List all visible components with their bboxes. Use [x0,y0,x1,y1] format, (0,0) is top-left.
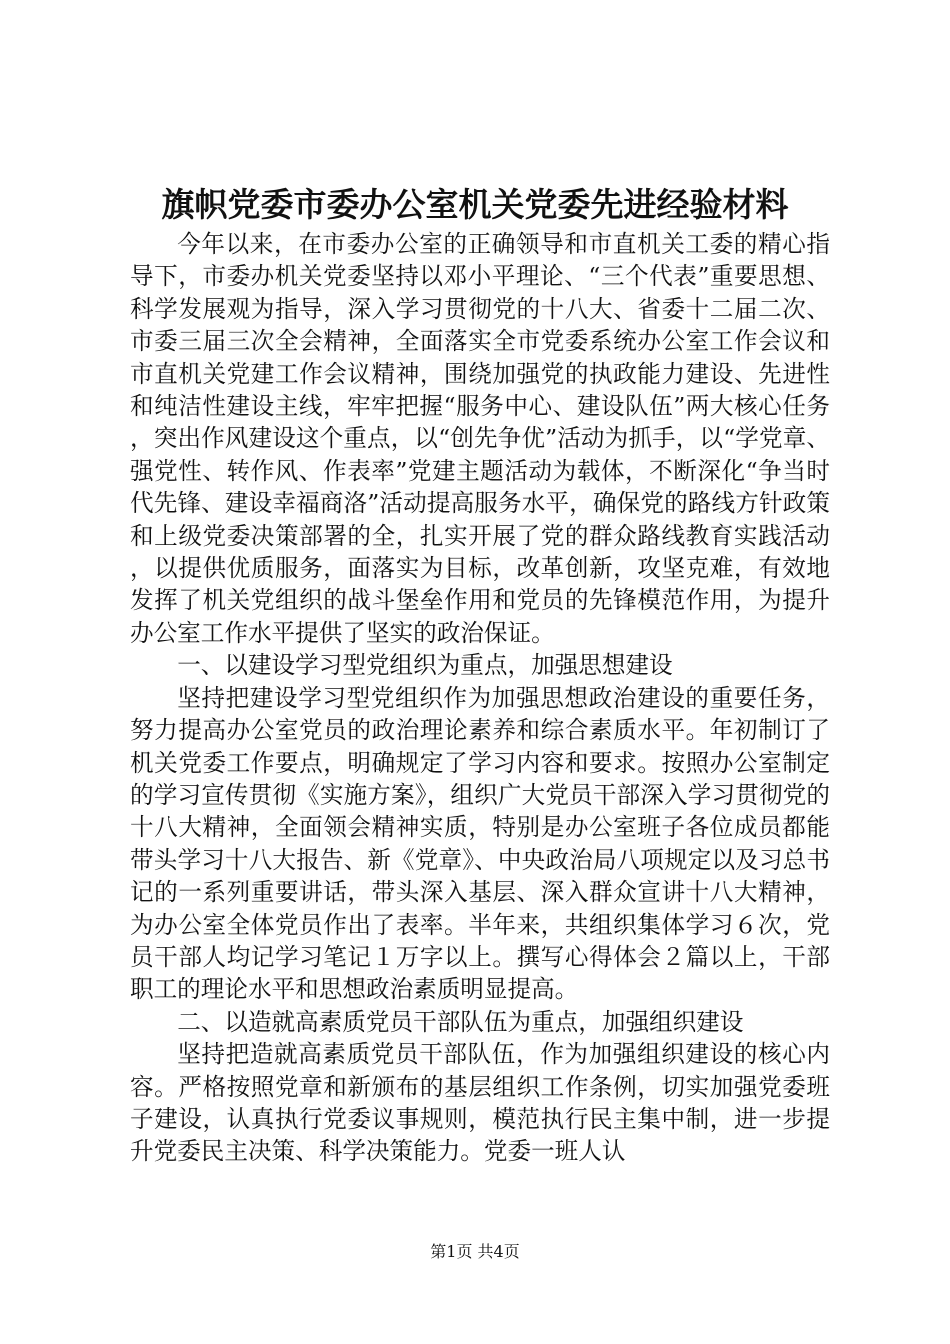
document-title: 旗帜党委市委办公室机关党委先进经验材料 [161,185,789,224]
document-body [130,228,830,1168]
section-1-paragraph: 坚持把建设学习型党组织作为加强思想政治建设的重要任务，努力提高办公室党员的政治理论素养和综合素质水平。年初制订了机关党委工作要点，明确规定了学习内容和要求。按照办公室制定的学习宣传贯彻《实施方案》，组织广大党员干部深入学习贯彻党的十八大精神，全面领会精神实质，特别是办公室班子各位成员都能带头学习十八大报告、新《党章》、中央政治局八项规定以及习总书记的一系列重要讲话，带头深入基层、深入群众宣讲十八大精神，为办公室全体党员作出了表率。半年来，共组织集体学习６次，党员干部人均记学习笔记１万字以上。撰写心得体会２篇以上，干部职工的理论水平和思想政治素质明显提高。 [130,683,830,1004]
section-heading-2: 二、以造就高素质党员干部队伍为重点，加强组织建设 [177,1007,744,1036]
section-2-paragraph: 坚持把造就高素质党员干部队伍，作为加强组织建设的核心内容。严格按照党章和新颁布的基层组织工作条例，切实加强党委班子建设，认真执行党委议事规则，模范执行民主集中制，进一步提升党委民主决策、科学决策能力。党委一班人认 [130,1040,830,1166]
section-heading-1: 一、以建设学习型党组织为重点，加强思想建设 [177,651,673,680]
intro-paragraph: 今年以来，在市委办公室的正确领导和市直机关工委的精心指导下，市委办机关党委坚持以邓小平理论、“三个代表”重要思想、科学发展观为指导，深入学习贯彻党的十八大、省委十二届二次、市委三届三次全会精神，全面落实全市党委系统办公室工作会议和市直机关党建工作会议精神，围绕加强党的执政能力建设、先进性和纯洁性建设主线，牢牢把握“服务中心、建设队伍”两大核心任务，突出作风建设这个重点，以“创先争优”活动为抓手，以“学党章、强党性、转作风、作表率”党建主题活动为载体，不断深化“争当时代先锋、建设幸福商洛”活动提高服务水平，确保党的路线方针政策和上级党委决策部署的全，扎实开展了党的群众路线教育实践活动，以提供优质服务，面落实为目标，改革创新，攻坚克难，有效地发挥了机关党组织的战斗堡垒作用和党员的先锋模范作用，为提升办公室工作水平提供了坚实的政治保证。 [130,230,830,647]
page-total: 共4页 [477,1242,520,1261]
page-number: 第1页 [430,1242,473,1261]
page-footer [0,1241,950,1263]
